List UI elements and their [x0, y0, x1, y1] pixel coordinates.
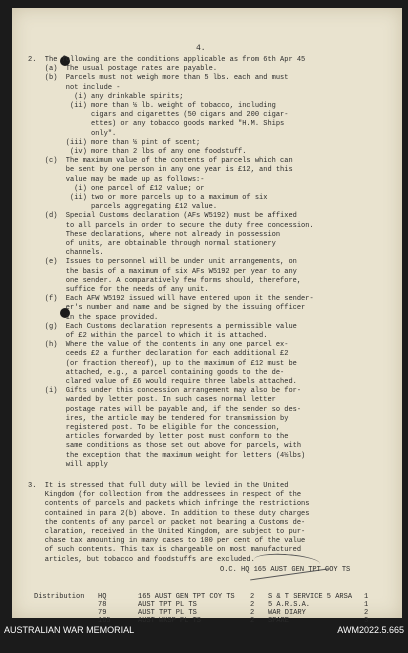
- text-line: (d) Special Customs declaration (AFs W5192) must be affixed: [28, 212, 297, 221]
- text-line: same conditions as those set out above for parcels, with: [28, 442, 302, 451]
- distribution-label: Distribution: [34, 593, 85, 601]
- distribution-cell: 78: [98, 601, 107, 609]
- distribution-cell: 2: [250, 617, 255, 625]
- distribution-row: [98, 601, 376, 609]
- text-line: suffice for the needs of any unit.: [28, 286, 209, 294]
- distribution-cell: 1: [364, 593, 369, 601]
- text-line: clared value of £6 would require three labels attached.: [28, 378, 297, 386]
- distribution-cell: 2: [250, 593, 255, 601]
- text-line: (e) Issues to personnel will be under unit arrangements, on: [28, 258, 297, 267]
- text-line: (iii) more than ½ pint of scent;: [28, 138, 201, 147]
- distribution-row: [98, 593, 376, 601]
- text-line: (i) one parcel of £12 value; or: [28, 184, 205, 193]
- text-line: (b) Parcels must not weigh more than 5 lbs. each and must: [28, 74, 289, 83]
- distribution-cell: WAR DIARY: [268, 609, 306, 617]
- text-line: articles forwarded by letter post must conform to the: [28, 433, 289, 442]
- text-line: (a) The usual postage rates are payable.: [28, 65, 218, 74]
- text-line: ires, the article may be tendered for transmission by: [28, 414, 289, 423]
- text-line: contained in para 2(b) above. In addition to these duty charges: [28, 509, 310, 518]
- text-line: of units, are obtainable through normal stationery: [28, 240, 276, 248]
- page-number: 4.: [196, 44, 206, 53]
- text-line: the contents of any parcel or packet not bearing a Customs de-: [28, 518, 306, 527]
- text-line: the basis of a maximum of six AFs W5192 per year to any: [28, 267, 297, 276]
- distribution-cell: AUST TPT PL TS: [138, 609, 197, 617]
- text-line: claration, received in the United Kingdom, are subject to pur-: [28, 528, 306, 536]
- distribution-cell: 3: [364, 617, 369, 625]
- text-line: channels.: [28, 249, 104, 258]
- signature-block: O.C. HQ 165 AUST GEN TPT COY TS: [220, 566, 351, 574]
- text-line: ettes) or any tobacco goods marked "H.M. Ships: [28, 120, 285, 129]
- distribution-cell: 79: [98, 609, 107, 617]
- text-line: warded by letter post. In such cases normal letter: [28, 396, 276, 405]
- text-line: ceeds £2 a further declaration for each additional £2: [28, 350, 289, 359]
- text-line: (f) Each AFW W5192 issued will have entered upon it the sender-: [28, 295, 314, 304]
- distribution-cell: 1: [364, 601, 369, 609]
- text-line: (g) Each Customs declaration represents a permissible value: [28, 322, 297, 331]
- text-line: registered post. To be eligible for the concession,: [28, 424, 281, 432]
- text-line: 2. The following are the conditions applicable as from 6th Apr 45: [28, 56, 306, 64]
- distribution-cell: AUST TPT PL TS: [138, 601, 197, 609]
- distribution-cell: 5 A.R.S.A.: [268, 601, 311, 609]
- distribution-cell: 2: [364, 609, 369, 617]
- text-line: 3. It is stressed that full duty will be levied in the United: [28, 482, 289, 490]
- text-line: of £2 within the parcel to which it is attached.: [28, 332, 268, 340]
- text-line: (h) Where the value of the contents in any one parcel ex-: [28, 341, 289, 350]
- text-line: articles, but tobacco and foodstuffs are excluded.: [28, 555, 255, 564]
- distribution-row: [98, 617, 376, 625]
- text-line: cigars and cigarettes (50 cigars and 200 cigar-: [28, 111, 289, 120]
- distribution-table: [98, 593, 376, 625]
- footer-right: AWM2022.5.665: [337, 625, 404, 635]
- distribution-cell: 165: [98, 617, 111, 625]
- text-line: (ii) two or more parcels up to a maximum of six: [28, 194, 268, 202]
- text-line: will apply: [28, 460, 108, 469]
- text-line: (ii) more than ½ lb. weight of tobacco, including: [28, 102, 276, 110]
- text-line: of such contents. This tax is chargeable on most manufactured: [28, 546, 302, 555]
- distribution-cell: AUST WKSP PL TS: [138, 617, 202, 625]
- distribution-cell: HQ: [98, 593, 107, 601]
- distribution-row: [98, 609, 376, 617]
- text-line: (i) any drinkable spirits;: [28, 92, 184, 101]
- text-line: Kingdom (for collection from the addressees in respect of the: [28, 491, 302, 500]
- text-line: er's number and name and be signed by the issuing officer: [28, 304, 306, 313]
- text-line: attached, e.g., a parcel containing goods to the de-: [28, 368, 285, 377]
- text-line: (iv) more than 2 lbs of any one foodstuff.: [28, 148, 247, 156]
- text-line: contents of parcels and packets which infringe the restrictions: [28, 500, 310, 509]
- text-line: (c) The maximum value of the contents of parcels which can: [28, 157, 293, 166]
- text-line: one sender. A comparatively few forms should, therefore,: [28, 276, 302, 285]
- text-line: chase tax amounting in many cases to 100 per cent of the value: [28, 537, 306, 546]
- text-line: These declarations, where not already in possession: [28, 230, 281, 239]
- text-line: to all parcels in order to secure the duty free concession.: [28, 221, 314, 230]
- text-line: only".: [28, 129, 117, 138]
- text-line: value may be made up as follows:-: [28, 175, 205, 184]
- distribution-cell: 2: [250, 601, 255, 609]
- text-line: (i) Gifts under this concession arrangement may also be for-: [28, 387, 302, 396]
- text-line: not include -: [28, 83, 121, 92]
- distribution-cell: SPARE: [268, 617, 290, 625]
- text-line: in the space provided.: [28, 313, 159, 322]
- distribution-cell: 2: [250, 609, 255, 617]
- text-line: the exception that the maximum weight for letters (4½lbs): [28, 451, 306, 460]
- text-line: postage rates will be payable and, if the sender so des-: [28, 405, 302, 414]
- text-line: parcels aggregating £12 value.: [28, 203, 218, 212]
- footer-left: AUSTRALIAN WAR MEMORIAL: [4, 625, 135, 635]
- document-page: [12, 8, 402, 625]
- text-line: be sent by one person in any one year is £12, and this: [28, 166, 293, 175]
- text-line: (or fraction thereof), up to the maximum of £12 must be: [28, 359, 297, 368]
- distribution-cell: S & T SERVICE 5 ARSA: [268, 593, 353, 601]
- distribution-cell: 165 AUST GEN TPT COY TS: [138, 593, 235, 601]
